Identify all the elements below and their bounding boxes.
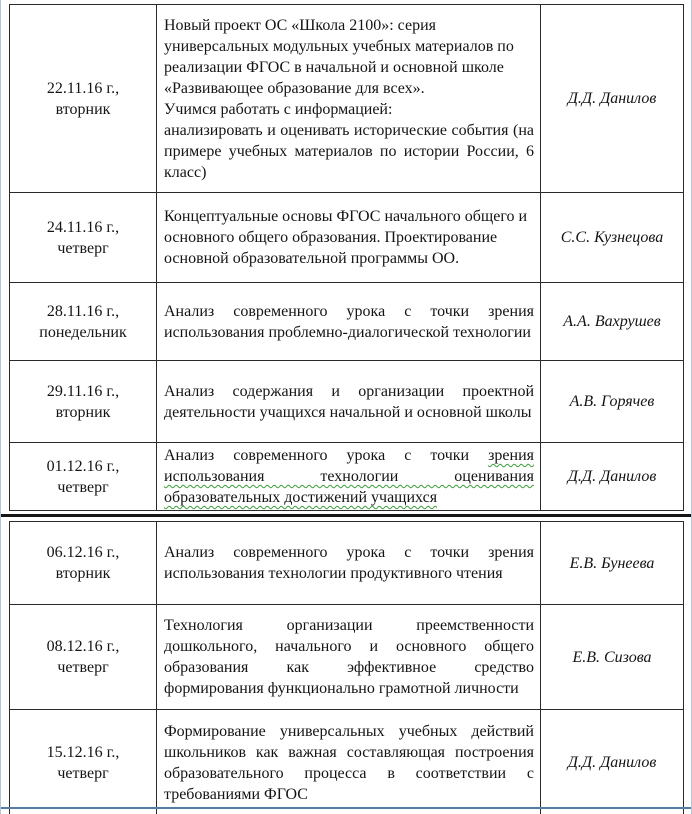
date-cell	[10, 193, 157, 283]
date-text: 06.12.16 г.,	[46, 544, 120, 561]
date-text: 24.11.16 г.,	[46, 218, 120, 236]
topic-text: Анализ современного урока с точки	[164, 447, 489, 464]
grammar-flagged-text: зрения использования технологии оценивания образовательных достижений учащихся	[164, 447, 534, 506]
weekday-text: вторник	[55, 403, 111, 421]
weekday-text: вторник	[55, 565, 111, 582]
date-text: 01.12.16 г.,	[46, 457, 120, 475]
date-cell	[10, 522, 157, 605]
date-cell	[10, 605, 157, 710]
speaker-cell: Е.В. Бунеева	[541, 522, 684, 605]
date-text: 22.11.16 г.,	[46, 79, 120, 97]
speaker-cell: А.В. Горячев	[541, 361, 684, 443]
topic-paragraph	[164, 445, 534, 508]
table-row	[10, 710, 684, 814]
schedule-table-november	[9, 4, 684, 511]
topic-paragraph	[164, 301, 534, 343]
date-cell	[10, 5, 157, 193]
speaker-cell: Д.Д. Данилов	[541, 443, 684, 511]
table-row	[10, 193, 684, 283]
table-row	[10, 361, 684, 443]
weekday-text: четверг	[57, 659, 109, 676]
topic-cell	[157, 605, 541, 710]
date-text: 29.11.16 г.,	[46, 382, 120, 400]
topic-cell	[157, 522, 541, 605]
date-cell	[10, 710, 157, 814]
speaker-cell: А.А. Вахрушев	[541, 283, 684, 361]
date-text: 15.12.16 г.,	[46, 743, 120, 761]
schedule-table-november-body	[10, 5, 684, 511]
speaker-cell: Е.В. Сизова	[541, 605, 684, 710]
topic-paragraph	[164, 615, 534, 699]
topic-cell	[157, 443, 541, 511]
page-bottom-edge	[1, 807, 691, 809]
date-cell	[10, 443, 157, 511]
topic-paragraph	[164, 120, 534, 183]
topic-text: Анализ содержания и организации проектной деятельности учащихся начальной и основной школы	[164, 382, 534, 421]
table-row	[10, 605, 684, 710]
topic-text: Новый проект ОС «Школа 2100»: серия универсальных модульных учебных материалов по реализации ФГОС в начальной и основной школе «Развивающее образование для всех».	[164, 16, 514, 97]
weekday-text: четверг	[57, 239, 109, 257]
topic-cell	[157, 283, 541, 361]
topic-paragraph	[164, 381, 534, 423]
topic-text: Технология организации преемственности дошкольного, начального и основного общего образования как эффективное средство формирования функционально грамотной личности	[164, 617, 534, 697]
topic-cell	[157, 5, 541, 193]
table-row	[10, 522, 684, 605]
weekday-text: четверг	[57, 764, 109, 782]
topic-paragraph	[164, 542, 534, 584]
schedule-table-december	[9, 521, 684, 814]
topic-text: Анализ современного урока с точки зрения использования проблемно-диалогической технологии	[164, 302, 534, 341]
weekday-text: понедельник	[39, 323, 127, 341]
schedule-table-december-body	[10, 522, 684, 814]
topic-cell	[157, 193, 541, 283]
table-row	[10, 283, 684, 361]
date-cell	[10, 283, 157, 361]
topic-paragraph	[164, 206, 534, 269]
section-divider-rule	[0, 514, 692, 517]
speaker-cell: Д.Д. Данилов	[541, 5, 684, 193]
topic-paragraph	[164, 15, 534, 99]
topic-text: Анализ современного урока с точки зрения использования технологии продуктивного чтения	[164, 544, 534, 582]
topic-text: Формирование универсальных учебных действий школьников как важная составляющая построения образовательного процесса в соответствии с требованиями ФГОС	[164, 722, 534, 803]
speaker-cell: С.С. Кузнецова	[541, 193, 684, 283]
speaker-cell: Д.Д. Данилов	[541, 710, 684, 814]
topic-text: анализировать и оценивать исторические события (на примере учебных материалов по истории России, 6 класс)	[164, 121, 534, 181]
topic-text: Учимся работать с информацией:	[164, 100, 393, 118]
date-cell	[10, 361, 157, 443]
date-text: 28.11.16 г.,	[46, 302, 120, 320]
table-row	[10, 5, 684, 193]
topic-cell	[157, 710, 541, 814]
topic-paragraph	[164, 721, 534, 805]
date-text: 08.12.16 г.,	[46, 638, 120, 655]
weekday-text: вторник	[55, 100, 111, 118]
table-row	[10, 443, 684, 511]
topic-paragraph	[164, 99, 534, 120]
topic-text: Концептуальные основы ФГОС начального общего и основного общего образования. Проектирование основной образовательной программы ОО.	[164, 208, 528, 267]
weekday-text: четверг	[57, 478, 109, 496]
topic-cell	[157, 361, 541, 443]
